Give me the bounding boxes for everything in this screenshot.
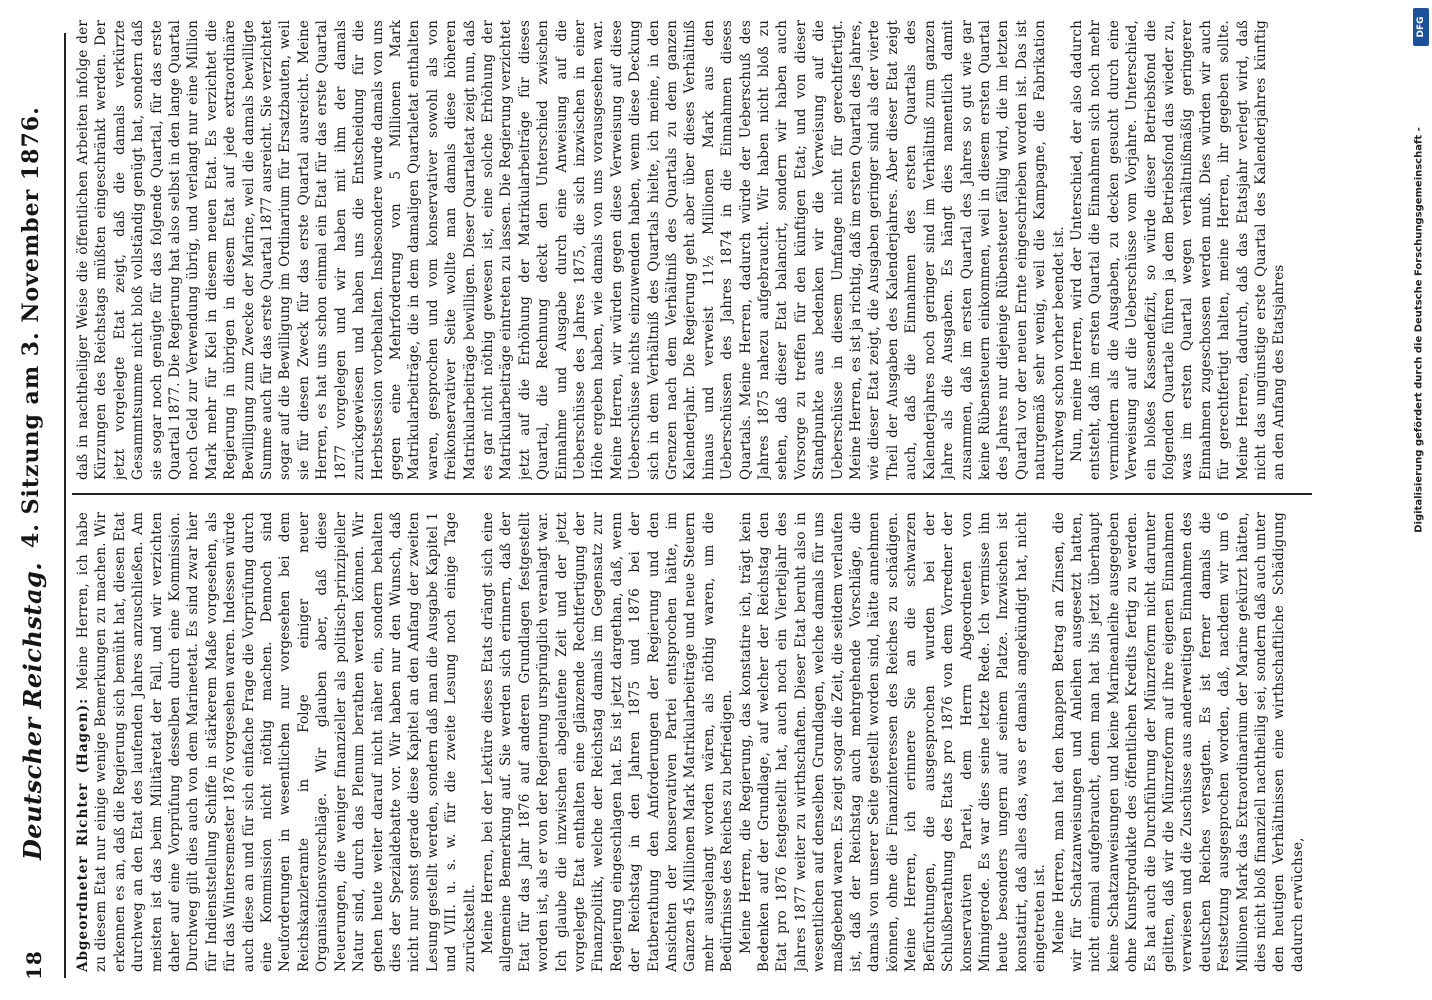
paragraph-text: Meine Herren, ich habe zu diesem Etat nur einige wenige Bemerkungen zu machen. Wir erkennen es an, daß die Regierung sich bemüht hat, diesen Etat durchweg an den Etat des laufenden Jahres anzuschließen. Am meisten ist das beim Militäretat der Fall, und wir verzichten daher auf eine Vorprüfung desselben durch eine Kommission. Durchweg gilt dies auch von dem Marineetat. Es sind zwar hier für Indienststellung Schiffe in stärkerem Maße vorgesehen, als für das Wintersemester 1876 vorgesehen waren. Indessen würde auch diese an und für sich einfache Frage die Vorprüfung durch eine Kommission nicht nöthig machen. Dennoch sind Neuforderungen in wesentlichen nur vorgesehen bei dem Reichskanzleramte in Folge einiger neuer Organisationsvorschläge. Wir glauben aber, daß diese Neuerungen, die weniger finanzieller als politisch-prinzipieller Natur sind, durch das Plenum berathen werden können. Wir gehen heute weiter darauf nicht näher ein, sondern behalten dies der Spezialdebatte vor. Wir haben nur den Wunsch, daß nicht nur sonst gerade diese Kapitel an den Anfang der zweiten Lesung gestellt werden, sondern daß man die Ausgabe Kapitel 1 und VIII. u. s. w. für die zweite Lesung noch einige Tage zurückstellt. (75, 512, 478, 972)
text-column-right (74, 20, 1309, 480)
speaker-name: Abgeordneter Richter (Hagen): (75, 697, 91, 972)
paragraph: Nun, meine Herren, wird der Unterschied, der also dadurch entsteht, daß im ersten Quartal die Einnahmen sich noch mehr vermindern als die Ausgaben, zu decken gesucht durch eine Verweisung auf die Ueberschüsse vom Vorjahre. Unterschied, ein bloßes Kassendefizit, so würde dieser Betriebsfond die folgenden Quartale führen ja dem Betriebsfond das wieder zu, was im ersten Quartal wegen verhältnißmäßig geringerer Einnahmen zugeschossen werden muß. Dies würden wir auch für gerechtfertigt halten, meine Herren, ihr gegeben sollte. Meine Herren, dadurch, daß das Etatsjahr verlegt wird, daß nicht das ungünstige erste Quartal des Kalenderjahres künftig an den Anfang des Etatsjahres (1068, 20, 1288, 480)
paragraph: Meine Herren, bei der Lektüre dieses Etats drängt sich eine allgemeine Bemerkung auf. Sie werden sich erinnern, daß der Etat für das Jahr 1876 auf anderen Grundlagen festgestellt worden ist, als er von der Regierung ursprünglich veranlagt war. Ich glaube die inzwischen abgelaufene Zeit und der jetzt vorgelegte Etat enthalten eine glänzende Rechtfertigung der Finanzpolitik, welche der Reichstag damals im Gegensatz zur Regierung eingeschlagen hat. Es ist jetzt dargethan, daß, wenn der Reichstag in den Jahren 1875 und 1876 bei der Etatberathung den Anforderungen der Regierung und den Ansichten der konservativen Partei entsprochen hätte, im Ganzen 45 Millionen Mark Matrikularbeiträge und neue Steuern mehr ausgelangt worden wären, als nöthig waren, um die Bedürfnisse des Reiches zu befriedigen. (479, 512, 736, 972)
paragraph: Meine Herren, die Regierung, das konstatire ich, trägt kein Bedenken auf der Grundlage, auf welcher der Reichstag den Etat pro 1876 festgestellt hat, auch noch ein Vierteljahr des Jahres 1877 weiter zu wirthschaften. Dieser Etat beruht also in wesentlichen auf denselben Grundlagen, welche damals für uns maßgebend waren. Es zeigt sogar die Zeit, die seitdem verlaufen ist, daß der Reichstag auch mehrgehende Vorschläge, die damals von unserer Seite gestellt worden sind, hätte annehmen können, ohne die Finanzinteressen des Reiches zu schädigen. Meine Herren, ich erinnere Sie an die schwarzen Befürchtungen, die ausgesprochen wurden bei der Schlußberathung des Etats pro 1876 von dem Vorredner der konservativen Partei, dem Herrn Abgeordneten von Minnigerode. Es war dies seine letzte Rede. Ich vermisse ihn heute besonders ungern auf seinem Platze. Inzwischen ist konstatirt, daß alles das, was er damals angekündigt hat, nicht eingetreten ist. (737, 512, 1049, 972)
header-rule (64, 33, 66, 978)
dfg-logo-text: DFG (1416, 16, 1426, 38)
page-header-session: 4. Sitzung am 3. November 1876. (18, 106, 44, 548)
digitization-note-text: Digitalisierung gefördert durch die Deutsche Forschungsgemeinschaft - (1413, 127, 1425, 533)
digitization-note (1410, 60, 1428, 600)
paragraph (74, 512, 479, 972)
paragraph: daß in nachtheiliger Weise die öffentlichen Arbeiten infolge der Kürzungen des Reichstags müßten eingeschränkt werden. Der jetzt vorgelegte Etat zeigt, daß die damals verkürzte Gesammtsumme nicht bloß vollständig genügt hat, sondern daß sie sogar noch genügte für das folgende Quartal, für das erste Quartal 1877. Die Regierung hat also selbst in den lange Quartal noch Geld zur Verwendung übrig, und verlangt nur eine Million Mark mehr für Kiel in diesem neuen Etat. Es verzichtet die Regierung in übrigen in diesem Etat auf jede extraordinäre Bewilligung zum Zwecke der Marine, weil die damals bewilligte Summe auch für das erste Quartal 1877 ausreicht. Sie verzichtet sogar auf die Bewilligung im Ordinarium für Ersatzbauten, weil sie für diesen Zweck für das erste Quartal ausreicht. Meine Herren, es hat uns schon einmal ein Etat für das erste Quartal 1877 vorgelegen und wir haben mit ihm der damals zurückgewiesen und haben uns die Entscheidung für die Herbstsession vorbehalten. Insbesondere wurde damals von uns gegen eine Mehrforderung von 5 Millionen Mark Matrikularbeiträge, die in dem damaligen Quartaletat enthalten waren, gesprochen und vom konservativer sowohl als von freikonservativer Seite wollte man damals diese höheren Matrikularbeiträge bewilligen. Dieser Quartaletat zeigt nun, daß es gar nicht nöthig gewesen ist, eine solche Erhöhung der Matrikularbeiträge eintreten zu lassen. Die Regierung verzichtet jetzt auf die Erhöhung der Matrikularbeiträge für dieses Quartal, die Rechnung deckt den Unterschied zwischen Einnahme und Ausgabe durch eine Anweisung auf die Ueberschüsse des Jahres 1875, die sich inzwischen in einer Höhe ergeben haben, wie damals von uns vorausgesehen war. Meine Herren, wir würden gegen diese Verweisung auf diese Ueberschüsse nichts einzuwenden haben, wenn diese Deckung sich in dem Verhältniß des Quartals hielte, ich meine, in den Grenzen nach dem Verhältniß des Quartals zu dem ganzen Kalenderjahr. Die Regierung geht aber über dieses Verhältniß hinaus und verweist 11½ Millionen Mark aus den Ueberschüssen des Jahres 1874 in die Einnahmen dieses Quartals. Meine Herren, dadurch würde der Ueberschuß des Jahres 1875 nahezu aufgebraucht. Wir haben nicht bloß zu sehen, daß dieser Etat balancirt, sondern wir haben auch Vorsorge zu treffen für den künftigen Etat; und von dieser Standpunkte aus bedenken wir die Verweisung auf die Ueberschüsse in diesem Umfange nicht für gerechtfertigt. Meine Herren, es ist ja richtig, daß im ersten Quartal des Jahres, wie dieser Etat zeigt, die Ausgaben geringer sind als der vierte Theil der Ausgaben des Kalenderjahres. Aber dieser Etat zeigt auch, daß die Einnahmen des ersten Quartals des Kalenderjahres noch geringer sind im Verhältniß zum ganzen Jahre als die Ausgaben. Es hängt dies namentlich damit zusammen, daß im ersten Quartal des Jahres so gut wie gar keine Rübensteuern einkommen, weil in diesem ersten Quartal des Jahres nur diejenige Rübensteuer fällig wird, die im letzten Quartal vor der neuen Ernte eingeschrieben worden ist. Das ist naturgemäß sehr wenig, weil die Kampagne, die Fabrikation durchweg schon vorher beendet ist. (75, 20, 1067, 480)
page-number: 18 (22, 950, 46, 980)
page-header-title: Deutscher Reichstag. (18, 561, 47, 860)
dfg-logo (1413, 8, 1429, 46)
column-divider (72, 493, 1312, 495)
text-column-left (74, 512, 1309, 972)
paragraph: Meine Herren, man hat den knappen Betrag an Zinsen, die wir für Schatzanweisungen und Anleihen ausgesetzt hatten, nicht einmal aufgebraucht, denn man hat bis jetzt überhaupt keine Schatzanweisungen und keine Marineanleihe ausgegeben ohne Kunstprodukte des öffentlichen Kredits fertig zu werden. Es hat auch die Durchführung der Münzreform nicht darunter gelitten, daß wir die Münzreform auf ihre eigenen Einnahmen verwiesen und die Zuschüsse aus anderweitigen Einnahmen des deutschen Reiches versagten. Es ist ferner damals die Festsetzung ausgesprochen worden, daß, nachdem wir um 6 Millionen Mark das Extraordinarium der Marine gekürzt hätten, dies nicht bloß finanziell nachtheilig sei, sondern daß auch unter den heutigen Verhältnissen eine wirthschaftliche Schädigung dadurch erwüchse, (1050, 512, 1306, 972)
